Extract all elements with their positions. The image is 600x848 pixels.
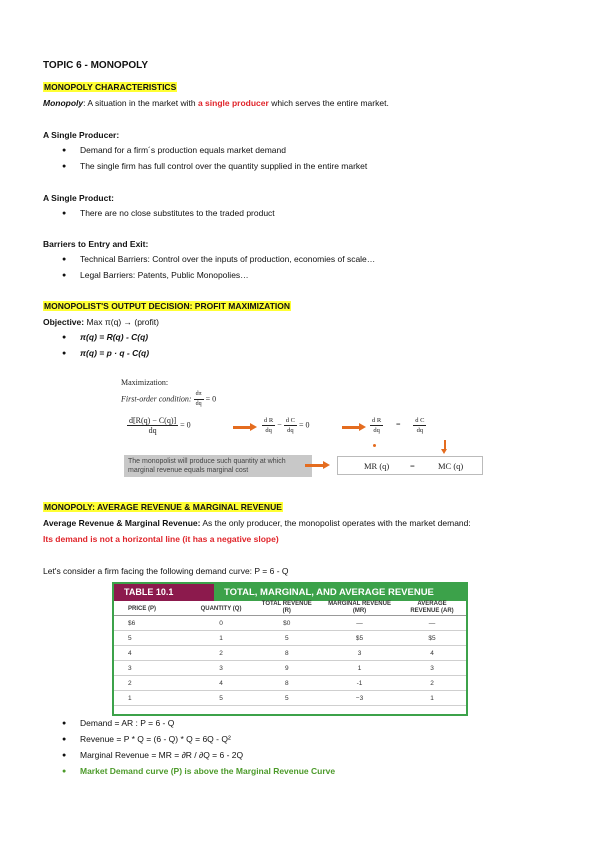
table-cell: 3 xyxy=(189,661,252,676)
table-cell: 1 xyxy=(114,691,189,706)
list-item: ● Legal Barriers: Patents, Public Monopolies… xyxy=(62,270,249,280)
list-item: ● There are no close substitutes to the traded product xyxy=(62,208,275,218)
barriers-heading: Barriers to Entry and Exit: xyxy=(43,239,149,249)
table-cell: 8 xyxy=(253,646,321,661)
table-row xyxy=(114,691,466,706)
table-cell: — xyxy=(321,616,398,631)
table-cell: 8 xyxy=(253,676,321,691)
table-cell: 0 xyxy=(189,616,252,631)
demand-curve-line: Let's consider a firm facing the following demand curve: P = 6 - Q xyxy=(43,566,289,576)
list-item-highlight: ● Market Demand curve (P) is above the Marginal Revenue Curve xyxy=(62,766,335,776)
arrow-icon xyxy=(342,426,360,429)
table-cell: -1 xyxy=(321,676,398,691)
negative-slope-note: Its demand is not a horizontal line (it has a negative slope) xyxy=(43,534,279,544)
table-cell: 1 xyxy=(321,661,398,676)
dot-icon xyxy=(373,444,376,447)
eq-mr-equals-mc-fraction: $\frac{\text{d R}}{dq}$ = $\frac{\text{d C}}{dq}$ xyxy=(372,417,425,434)
arrow-icon xyxy=(233,426,251,429)
table-row xyxy=(114,676,466,691)
list-item: ● Demand for a firm´s production equals market demand xyxy=(62,145,286,155)
producer-heading: A Single Producer: xyxy=(43,130,120,140)
section-heading-characteristics: MONOPOLY CHARACTERISTICS xyxy=(44,82,177,92)
col-header: TOTAL REVENUE (R) xyxy=(253,601,321,616)
list-item: ● π(q) = p · q - C(q) xyxy=(62,348,149,358)
list-item: ● Revenue = P * Q = (6 - Q) * Q = 6Q - Q² xyxy=(62,734,231,744)
table-cell: 1 xyxy=(189,631,252,646)
objective-line: Objective: Max π(q) → (profit) xyxy=(43,317,159,327)
list-item: ● The single firm has full control over the quantity supplied in the entire market xyxy=(62,161,367,171)
table-row xyxy=(114,631,466,646)
table-cell: 5 xyxy=(253,631,321,646)
revenue-table xyxy=(112,582,468,716)
table-cell: −3 xyxy=(321,691,398,706)
table-cell: $5 xyxy=(398,631,466,646)
col-header: QUANTITY (Q) xyxy=(189,601,252,616)
table-cell: $0 xyxy=(253,616,321,631)
arrow-icon xyxy=(305,464,324,467)
table-row xyxy=(114,661,466,676)
table-cell: 2 xyxy=(114,676,189,691)
table-cell: 9 xyxy=(253,661,321,676)
table-cell: $6 xyxy=(114,616,189,631)
maximization-label: Maximization: xyxy=(121,378,169,387)
table-cell: 4 xyxy=(398,646,466,661)
table-row xyxy=(114,646,466,661)
list-item: ● Marginal Revenue = MR = ∂R / ∂Q = 6 - 2Q xyxy=(62,750,243,760)
col-header: MARGINAL REVENUE (MR) xyxy=(321,601,398,616)
down-arrow-head-icon xyxy=(441,449,447,454)
table-row xyxy=(114,616,466,631)
table-cell: 3 xyxy=(114,661,189,676)
foc-line: First-order condition: $\frac{d\pi}{dq}$ = 0 xyxy=(121,391,217,407)
table-cell: 4 xyxy=(114,646,189,661)
revenue-data-table xyxy=(114,601,466,706)
table-cell: 2 xyxy=(398,676,466,691)
mr-mc-note: The monopolist will produce such quantity at which marginal revenue equals marginal cost xyxy=(124,455,312,477)
eq-profit-derivative: $\frac{d[R(q) - C(q)]}{dq}$ = 0 xyxy=(129,416,191,435)
eq-mr-minus-mc: $\frac{\text{d R}}{dq}$ − $\frac{\text{d C}}{dq}$ = 0 xyxy=(264,417,310,434)
section-heading-profit-max: MONOPOLIST'S OUTPUT DECISION: PROFIT MAXIMIZATION xyxy=(44,301,290,311)
table-cell: 4 xyxy=(189,676,252,691)
ar-mr-paragraph: Average Revenue & Marginal Revenue: As the only producer, the monopolist operates with the market demand: xyxy=(43,518,471,528)
table-cell: 3 xyxy=(321,646,398,661)
list-item: ● π(q) = R(q) - C(q) xyxy=(62,332,148,342)
list-item: ● Technical Barriers: Control over the inputs of production, economies of scale… xyxy=(62,254,375,264)
list-item: ● Demand = AR : P = 6 - Q xyxy=(62,718,174,728)
table-cell: 3 xyxy=(398,661,466,676)
table-cell: 1 xyxy=(398,691,466,706)
table-cell: $5 xyxy=(321,631,398,646)
table-cell: — xyxy=(398,616,466,631)
table-cell: 5 xyxy=(114,631,189,646)
table-title: TOTAL, MARGINAL, AND AVERAGE REVENUE xyxy=(214,584,466,601)
col-header: AVERAGE REVENUE (AR) xyxy=(398,601,466,616)
page-title: TOPIC 6 - MONOPOLY xyxy=(43,60,149,71)
col-header: PRICE (P) xyxy=(114,601,189,616)
table-id: TABLE 10.1 xyxy=(114,584,214,601)
product-heading: A Single Product: xyxy=(43,193,114,203)
monopoly-definition: Monopoly: A situation in the market with a single producer which serves the entire market. xyxy=(43,98,389,108)
table-cell: 5 xyxy=(189,691,252,706)
mr-equals-mc-box: MR (q) = MC (q) xyxy=(337,456,483,475)
section-heading-ar-mr: MONOPOLY: AVERAGE REVENUE & MARGINAL REVENUE xyxy=(44,502,282,512)
table-cell: 5 xyxy=(253,691,321,706)
table-cell: 2 xyxy=(189,646,252,661)
